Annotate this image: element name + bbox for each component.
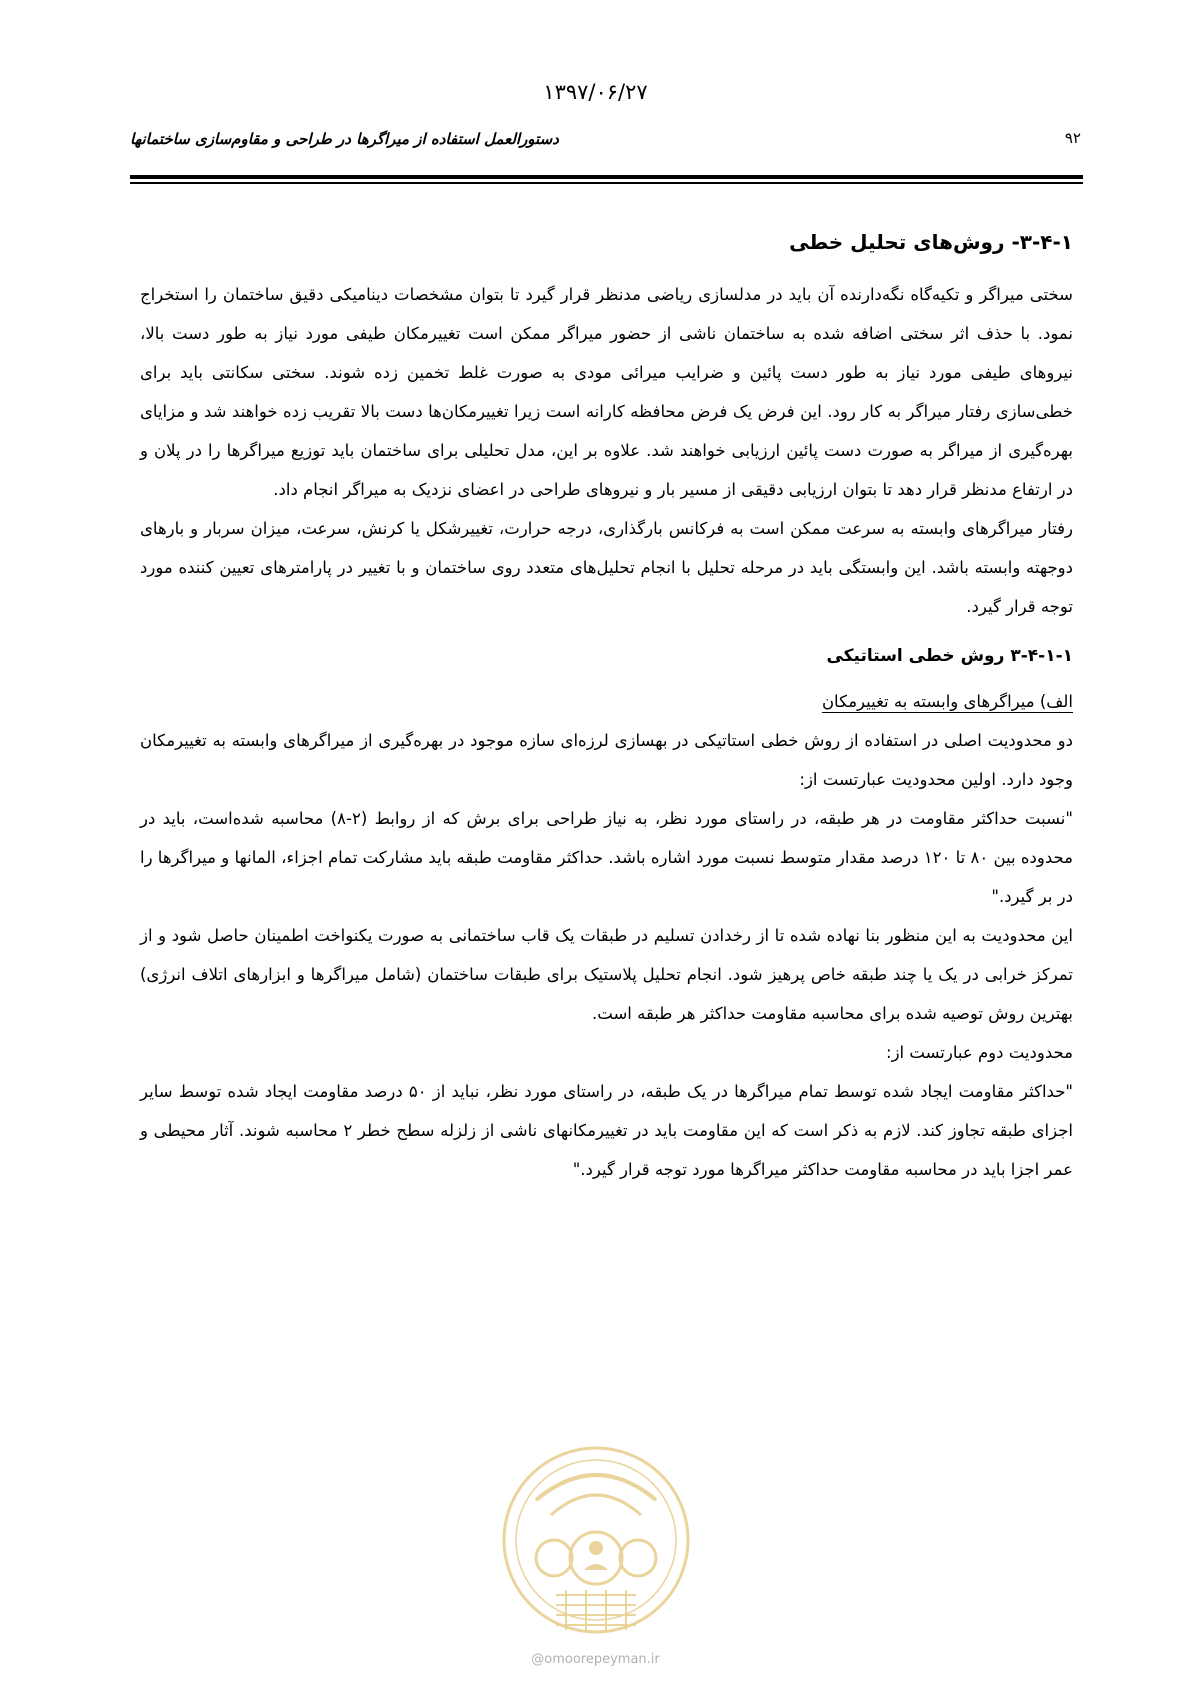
page-header [130,127,1083,157]
item-title: الف) میراگرهای وابسته به تغییرمکان [821,692,1073,711]
paragraph: محدودیت دوم عبارتست از: [886,1043,1073,1062]
header-rule-thin [130,182,1083,184]
quote-paragraph: "حداکثر مقاومت ایجاد شده توسط تمام میراگرها در یک طبقه، در راستای مورد نظر، نباید از ۵۰ درصد مقاومت ایجاد شده توسط سایر اجزای طبقه تجاوز کند. لازم به ذکر است که این مقاومت باید در تغییرمکانهای ناشی از زلزله سطح خطر ۲ محاسبه شوند. آثار محیطی و عمر اجزا باید در محاسبه مقاومت حداکثر میراگرها مورد توجه قرار گیرد." [140,1082,1073,1179]
page-body [140,225,1073,1189]
watermark-url: @omoorepeyman.ir [531,1652,660,1667]
document-date: ۱۳۹۷/۰۶/۲۷ [543,80,648,104]
section-heading: ۳-۴-۱- روش‌های تحلیل خطی [789,230,1073,254]
paragraph: رفتار میراگرهای وابسته به سرعت ممکن است به فرکانس بارگذاری، درجه حرارت، تغییرشکل یا کرنش، سرعت، میزان سربار و بارهای دوجهته وابسته باشد. این وابستگی باید در مرحله تحلیل با انجام تحلیل‌های متعدد روی ساختمان و با تغییر در پارامترهای تعیین کننده مورد توجه قرار گیرد. [140,519,1073,616]
paragraph: این محدودیت به این منظور بنا نهاده شده تا از رخدادن تسلیم در طبقات یک قاب ساختمانی به صورت یکنواخت اطمینان حاصل شود و از تمرکز خرابی در یک یا چند طبقه خاص پرهیز شود. انجام تحلیل پلاستیک برای طبقات ساختمان (شامل میراگرها و ابزارهای اتلاف انرژی) بهترین روش توصیه شده برای محاسبه مقاومت حداکثر هر طبقه است. [140,926,1073,1023]
subsection-heading: ۳-۴-۱-۱ روش خطی استاتیکی [826,646,1073,666]
page-number: ۹۲ [1064,129,1081,147]
document-title: دستورالعمل استفاده از میراگرها در طراحی و مقاوم‌سازی ساختمانها [130,130,559,148]
quote-paragraph: "نسبت حداکثر مقاومت در هر طبقه، در راستای مورد نظر، به نیاز طراحی برای برش که از روابط (۲-۸) محاسبه شده‌است، باید در محدوده بین ۸۰ تا ۱۲۰ درصد مقدار متوسط نسبت مورد اشاره باشد. حداکثر مقاومت طبقه باید مشارکت تمام اجزاء، المانها و میراگرها را در بر گیرد." [140,809,1074,906]
header-rule-thick [130,175,1083,179]
paragraph: سختی میراگر و تکیه‌گاه نگه‌دارنده آن باید در مدلسازی ریاضی مدنظر قرار گیرد تا بتوان مشخصات دینامیکی دقیق ساختمان را استخراج نمود. با حذف اثر سختی اضافه شده به ساختمان ناشی از حضور میراگر ممکن است تغییرمکان طیفی مورد نیاز به طور دست بالا، نیروهای طیفی مورد نیاز به طور دست پائین و ضرایب میرائی مودی به صورت غلط تخمین زده شوند. سختی سکانتی باید برای خطی‌سازی رفتار میراگر به کار رود. این فرض یک فرض محافظه کارانه است زیرا تغییرمکان‌ها دست بالا تقریب زده خواهند شد و مزایای بهره‌گیری از میراگر به صورت دست پائین ارزیابی خواهند شد. علاوه بر این، مدل تحلیلی برای ساختمان باید توزیع میراگرها را در پلان و در ارتفاع مدنظر قرار دهد تا بتوان ارزیابی دقیقی از مسیر بار و نیروهای طراحی در اعضای نزدیک به میراگر انجام داد. [140,285,1073,499]
watermark-seal-icon [496,1430,696,1650]
paragraph: دو محدودیت اصلی در استفاده از روش خطی استاتیکی در بهسازی لرزه‌ای سازه موجود در بهره‌گیری از میراگرهای وابسته به تغییرمکان وجود دارد. اولین محدودیت عبارتست از: [140,731,1073,789]
